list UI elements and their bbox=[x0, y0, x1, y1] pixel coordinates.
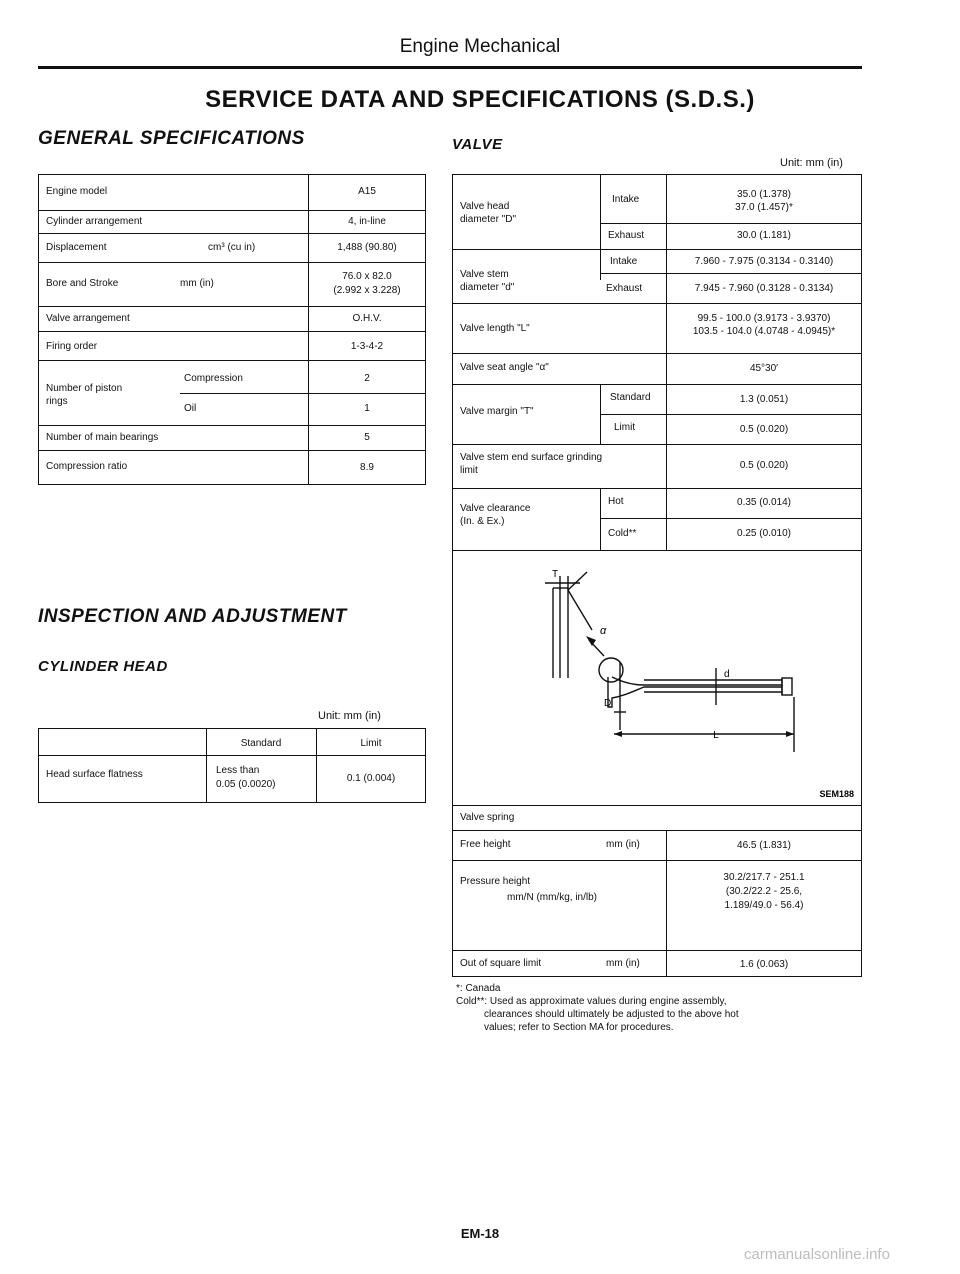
oil-rings-label: Oil bbox=[184, 403, 197, 414]
compression-rings-label: Compression bbox=[184, 373, 243, 384]
pressure-height-value-1: 30.2/217.7 - 251.1 bbox=[723, 872, 805, 883]
margin-standard-value: 1.3 (0.051) bbox=[739, 394, 789, 405]
main-bearings-value: 5 bbox=[364, 432, 370, 443]
clearance-cold-value: 0.25 (0.010) bbox=[737, 528, 791, 539]
head-dia-intake-value-2: 37.0 (1.457)* bbox=[735, 202, 793, 213]
page-header: Engine Mechanical bbox=[399, 36, 561, 57]
valve-clearance-label-2: (In. & Ex.) bbox=[460, 516, 505, 527]
cylinder-head-heading: CYLINDER HEAD bbox=[38, 658, 168, 675]
valve-margin-label: Valve margin "T" bbox=[460, 406, 534, 417]
diagram-label-small-d: d bbox=[724, 669, 730, 680]
out-of-square-label: Out of square limit bbox=[460, 958, 542, 969]
inspection-adjustment-heading: INSPECTION AND ADJUSTMENT bbox=[38, 606, 347, 627]
free-height-unit: mm (in) bbox=[606, 839, 640, 850]
valve-clearance-label: Valve clearance bbox=[460, 503, 531, 514]
stem-dia-intake-value: 7.960 - 7.975 (0.3134 - 0.3140) bbox=[694, 256, 834, 267]
head-surface-flatness-label: Head surface flatness bbox=[46, 769, 143, 780]
compression-rings-value: 2 bbox=[364, 373, 370, 384]
valve-length-label: Valve length "L" bbox=[460, 323, 530, 334]
valve-unit: Unit: mm (in) bbox=[780, 157, 843, 169]
clearance-hot-value: 0.35 (0.014) bbox=[737, 497, 791, 508]
valve-seat-angle-label: Valve seat angle "α" bbox=[460, 362, 549, 373]
watermark: carmanualsonline.info bbox=[744, 1246, 890, 1263]
cylinder-head-unit: Unit: mm (in) bbox=[318, 710, 381, 722]
bore-stroke-value-imperial: (2.992 x 3.228) bbox=[333, 285, 401, 296]
firing-order-value: 1-3-4-2 bbox=[350, 341, 384, 352]
compression-ratio-label: Compression ratio bbox=[46, 461, 128, 472]
displacement-unit: cm³ (cu in) bbox=[208, 242, 256, 253]
cylinder-arrangement-value: 4, in-line bbox=[348, 216, 386, 227]
pressure-height-value-2: (30.2/22.2 - 25.6, bbox=[725, 886, 803, 897]
note-cold-3: values; refer to Section MA for procedures. bbox=[484, 1022, 674, 1033]
page-number: EM-18 bbox=[460, 1226, 500, 1241]
bore-stroke-label: Bore and Stroke bbox=[46, 278, 119, 289]
margin-limit-label: Limit bbox=[614, 422, 636, 433]
piston-rings-label: Number of piston bbox=[46, 383, 123, 394]
valve-spring-heading: Valve spring bbox=[460, 812, 515, 823]
margin-standard-label: Standard bbox=[610, 392, 651, 403]
valve-arrangement-label: Valve arrangement bbox=[46, 313, 130, 324]
engine-model-label: Engine model bbox=[46, 186, 108, 197]
valve-arrangement-value: O.H.V. bbox=[352, 313, 382, 324]
pressure-height-value-3: 1.189/49.0 - 56.4) bbox=[724, 900, 804, 911]
displacement-label: Displacement bbox=[46, 242, 107, 253]
stem-end-grinding-label-2: limit bbox=[460, 465, 478, 476]
valve-head-dia-label-2: diameter "D" bbox=[460, 214, 517, 225]
displacement-value: 1,488 (90.80) bbox=[337, 242, 397, 253]
note-cold-1: Cold**: Used as approximate values during engine assembly, bbox=[456, 996, 727, 1007]
flatness-standard-1: Less than bbox=[216, 765, 260, 776]
diagram-label-l: L bbox=[713, 730, 719, 741]
stem-dia-exhaust-value: 7.945 - 7.960 (0.3128 - 0.3134) bbox=[694, 283, 834, 294]
bore-stroke-unit: mm (in) bbox=[180, 278, 214, 289]
valve-length-value-2: 103.5 - 104.0 (4.0748 - 4.0945)* bbox=[692, 326, 836, 337]
valve-seat-angle-value: 45°30′ bbox=[749, 363, 779, 374]
valve-stem-dia-label: Valve stem bbox=[460, 269, 509, 280]
firing-order-label: Firing order bbox=[46, 341, 98, 352]
stem-end-grinding-label: Valve stem end surface grinding bbox=[460, 452, 603, 463]
diagram-label-big-d: D bbox=[604, 698, 612, 709]
diagram-label-t: T bbox=[551, 569, 559, 580]
stem-dia-exhaust-label: Exhaust bbox=[606, 283, 643, 294]
pressure-height-unit: mm/N (mm/kg, in/lb) bbox=[507, 892, 597, 903]
oil-rings-value: 1 bbox=[364, 403, 370, 414]
clearance-cold-label: Cold** bbox=[608, 528, 637, 539]
general-specifications-heading: GENERAL SPECIFICATIONS bbox=[38, 128, 305, 149]
valve-stem-dia-label-2: diameter "d" bbox=[460, 282, 515, 293]
col-limit: Limit bbox=[360, 738, 382, 749]
free-height-label: Free height bbox=[460, 839, 511, 850]
bore-stroke-value-metric: 76.0 x 82.0 bbox=[342, 271, 392, 282]
header-rule bbox=[38, 66, 862, 69]
page-title: SERVICE DATA AND SPECIFICATIONS (S.D.S.) bbox=[205, 86, 755, 113]
head-dia-exhaust-value: 30.0 (1.181) bbox=[737, 230, 791, 241]
free-height-value: 46.5 (1.831) bbox=[737, 840, 791, 851]
valve-diagram bbox=[452, 550, 862, 805]
head-dia-intake-label: Intake bbox=[612, 194, 640, 205]
head-dia-exhaust-label: Exhaust bbox=[608, 230, 645, 241]
diagram-label-alpha: α bbox=[600, 625, 607, 637]
valve-head-dia-label: Valve head bbox=[460, 201, 510, 212]
note-canada: *: Canada bbox=[456, 983, 501, 994]
clearance-hot-label: Hot bbox=[608, 496, 624, 507]
margin-limit-value: 0.5 (0.020) bbox=[739, 424, 789, 435]
compression-ratio-value: 8.9 bbox=[360, 462, 374, 473]
engine-model-value: A15 bbox=[358, 186, 376, 197]
stem-dia-intake-label: Intake bbox=[610, 256, 638, 267]
valve-length-value-1: 99.5 - 100.0 (3.9173 - 3.9370) bbox=[697, 313, 831, 324]
head-dia-intake-value-1: 35.0 (1.378) bbox=[737, 189, 791, 200]
cylinder-arrangement-label: Cylinder arrangement bbox=[46, 216, 143, 227]
diagram-code: SEM188 bbox=[819, 789, 854, 799]
main-bearings-label: Number of main bearings bbox=[46, 432, 159, 443]
flatness-standard-2: 0.05 (0.0020) bbox=[216, 779, 276, 790]
stem-end-grinding-value: 0.5 (0.020) bbox=[739, 460, 789, 471]
out-of-square-value: 1.6 (0.063) bbox=[739, 959, 789, 970]
valve-heading: VALVE bbox=[452, 136, 503, 153]
note-cold-2: clearances should ultimately be adjusted to the above hot bbox=[484, 1009, 739, 1020]
out-of-square-unit: mm (in) bbox=[606, 958, 640, 969]
piston-rings-label-2: rings bbox=[46, 396, 68, 407]
col-standard: Standard bbox=[240, 738, 282, 749]
flatness-limit: 0.1 (0.004) bbox=[346, 773, 396, 784]
pressure-height-label: Pressure height bbox=[460, 876, 531, 887]
